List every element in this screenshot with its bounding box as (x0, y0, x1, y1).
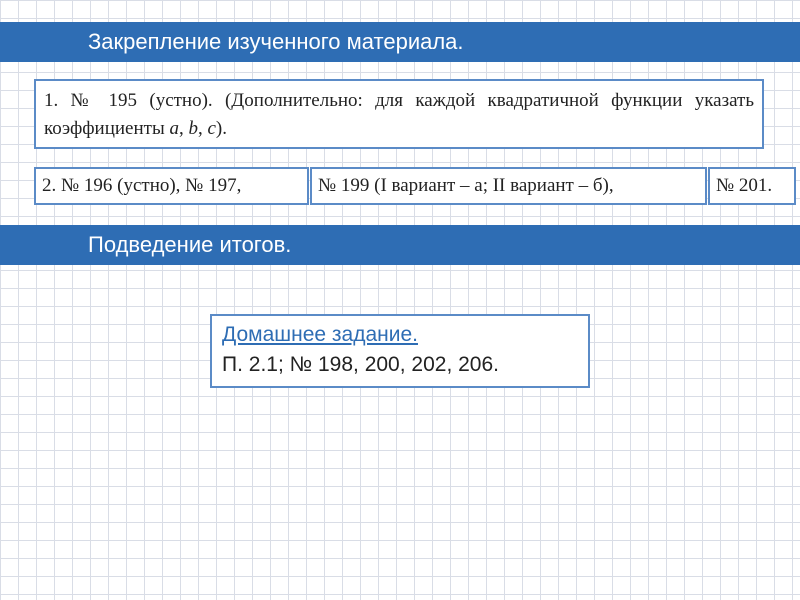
section-header-consolidation (0, 22, 800, 62)
coefficient-b: b (188, 118, 198, 139)
task-2-part-3 (708, 167, 796, 205)
homework-text: П. 2.1; № 198, 200, 202, 206. (222, 353, 499, 376)
separator: , (178, 118, 189, 139)
homework-title[interactable]: Домашнее задание. (222, 323, 418, 346)
section-title: Подведение итогов. (88, 232, 292, 257)
task-2-part-3-text: № 201. (716, 175, 773, 196)
section-title: Закрепление изученного материала. (88, 29, 464, 54)
task-2-part-2 (310, 167, 707, 205)
task-2-part-1 (34, 167, 309, 205)
coefficient-c: c (207, 118, 216, 139)
separator: , (197, 118, 208, 139)
task-1-suffix: ). (215, 118, 227, 139)
coefficient-a: a (169, 118, 179, 139)
task-1-box (34, 79, 764, 149)
section-header-summary (0, 225, 800, 265)
task-2-part-1-text: 2. № 196 (устно), № 197, (42, 175, 242, 196)
task-2-part-2-text: № 199 (I вариант – а; II вариант – б), (318, 175, 614, 196)
homework-box (210, 314, 590, 388)
task-1-text: 1. № 195 (устно). (Дополнительно: для каждой квадратичной функции указать коэффициенты (44, 90, 754, 139)
